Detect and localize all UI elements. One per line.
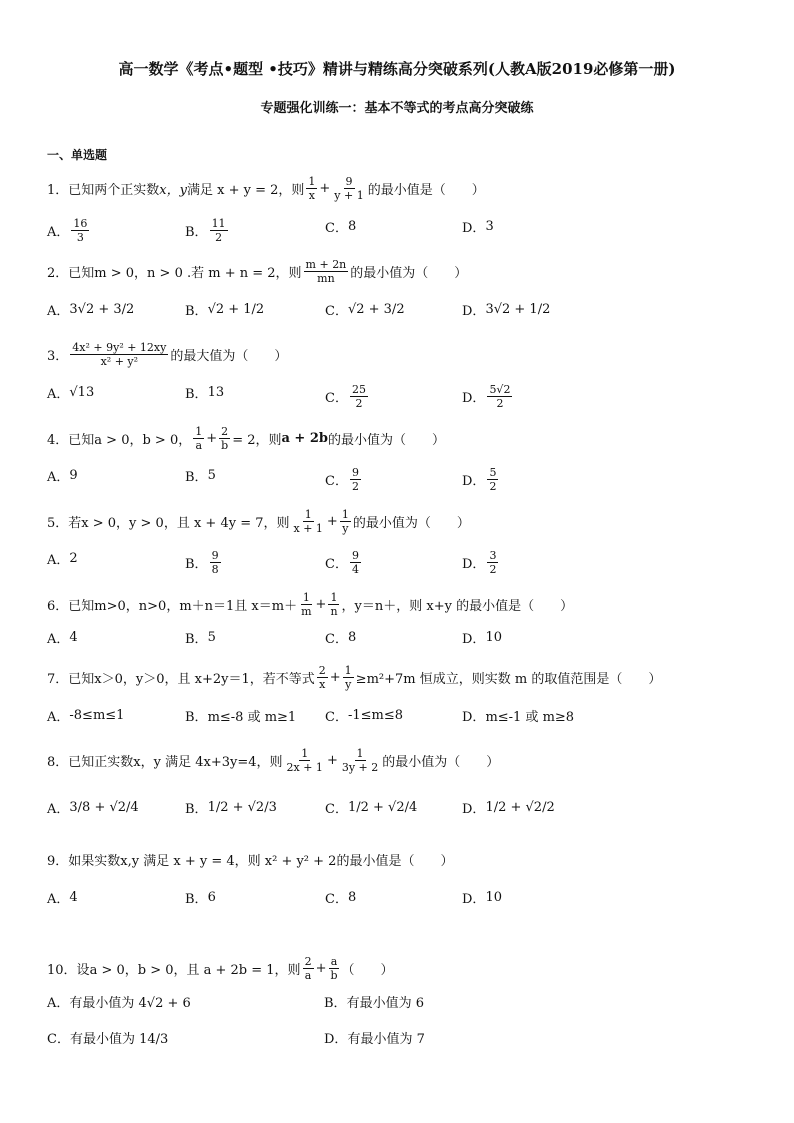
fraction-1-denominator: x² + y² [100, 355, 139, 368]
option-a[interactable] [47, 888, 78, 907]
option-letter: B． [185, 387, 208, 402]
option-letter: B． [185, 557, 208, 572]
option-value: 8 [347, 890, 357, 905]
fraction-2-denominator: y [342, 522, 349, 535]
option-letter: A． [47, 632, 70, 647]
option-value: 6 [207, 890, 216, 905]
option-fraction-denominator: 2 [215, 231, 223, 244]
plus-sign: + [315, 961, 327, 976]
option-value: 3√2 + 3/2 [69, 302, 135, 317]
fraction-1-numerator: 2 [304, 955, 312, 968]
option-value: 5 [207, 630, 216, 645]
option-value: 4 [69, 630, 78, 645]
option-letter: C． [325, 632, 348, 647]
option-d[interactable] [462, 706, 574, 725]
option-letter: D． [462, 632, 486, 647]
option-a[interactable] [47, 706, 124, 725]
option-d[interactable] [462, 466, 500, 493]
option-letter: C． [325, 391, 348, 406]
question-text: 满足 x + y = 2，则 [186, 183, 305, 198]
option-letter: C． [325, 710, 348, 725]
option-fraction [210, 217, 228, 244]
fraction-2-denominator: b [221, 439, 229, 452]
option-value: 1/2 + √2/3 [207, 800, 277, 815]
fraction-2 [343, 664, 354, 691]
option-value: 5 [207, 468, 216, 483]
option-a[interactable] [47, 300, 134, 319]
option-letter: A． [47, 225, 70, 240]
option-letter: A． [47, 802, 70, 817]
question-text: m>0，n>0，m＋n＝1且 x＝m＋ [94, 599, 298, 614]
fraction-1-numerator: 1 [195, 425, 203, 438]
option-fraction [350, 466, 361, 493]
option-letter: C． [325, 892, 348, 907]
option-letter: D． [462, 391, 486, 406]
option-value: 有最小值为 4√2 + 6 [69, 996, 191, 1011]
option-fraction-denominator: 2 [489, 480, 497, 493]
page-subtitle: 专题强化训练一：基本不等式的考点高分突破练 [260, 101, 534, 116]
question-emph: a + 2b [281, 431, 328, 446]
option-letter: A． [47, 892, 70, 907]
option-fraction-numerator: 5 [489, 466, 497, 479]
option-b[interactable] [185, 466, 216, 485]
option-fraction-denominator: 4 [351, 563, 359, 576]
fraction-1-denominator: mn [317, 272, 335, 285]
question-9 [47, 850, 453, 869]
fraction-2-denominator: y [345, 678, 352, 691]
plus-sign: + [206, 431, 218, 446]
option-value: 10 [485, 890, 502, 905]
option-letter: C． [325, 304, 348, 319]
option-fraction-numerator: 25 [351, 383, 366, 396]
option-letter: B． [185, 470, 208, 485]
fraction-1-numerator: 1 [302, 591, 310, 604]
question-text: （ ） [341, 963, 394, 978]
fraction-2-denominator: b [330, 969, 338, 982]
section-heading: 一、单选题 [47, 148, 108, 162]
fraction-2 [219, 425, 230, 452]
question-text: 的最小值是（ ） [367, 183, 485, 198]
option-value: 13 [207, 385, 225, 400]
option-value: -8≤m≤1 [69, 708, 125, 723]
plus-sign: + [326, 753, 338, 768]
option-value: √13 [69, 385, 95, 400]
option-a[interactable] [47, 798, 139, 817]
option-value: 3/8 + √2/4 [69, 800, 139, 815]
question-text: 若 [68, 516, 82, 531]
question-text: 的最小值为（ ） [350, 266, 468, 281]
option-fraction-denominator: 3 [76, 231, 84, 244]
question-text: 已知 [68, 433, 95, 448]
question-text: ，则 x+y 的最小值是（ ） [396, 599, 574, 614]
fraction-1-denominator: x [319, 678, 326, 691]
option-letter: D． [462, 304, 486, 319]
plus-sign: + [319, 181, 331, 196]
option-value: 1/2 + √2/4 [347, 800, 418, 815]
fraction-2-numerator: 1 [344, 664, 352, 677]
option-letter: C． [325, 557, 348, 572]
option-value: -1≤m≤8 [347, 708, 403, 723]
option-d[interactable] [462, 628, 502, 647]
fraction-1 [292, 508, 325, 535]
option-c[interactable] [325, 706, 403, 725]
option-d[interactable] [462, 300, 550, 319]
question-text: 如果实数 [68, 854, 121, 869]
option-b[interactable] [185, 706, 296, 725]
option-letter: B． [185, 304, 208, 319]
option-value: 2 [69, 551, 78, 566]
question-number: 1． [47, 183, 69, 198]
option-letter: D． [462, 802, 486, 817]
option-a[interactable] [47, 549, 78, 568]
option-fraction-denominator: 2 [489, 563, 497, 576]
fraction-2-denominator: n [330, 605, 338, 618]
option-c[interactable] [325, 466, 363, 493]
question-vars: x，y [159, 183, 187, 198]
option-fraction [350, 549, 361, 576]
option-letter: B． [324, 996, 347, 1011]
option-fraction-numerator: 16 [73, 217, 88, 230]
question-number: 4． [47, 433, 69, 448]
fraction-1-numerator: 4x² + 9y² + 12xy [72, 341, 167, 354]
question-text: a > 0，b > 0，且 a + 2b = 1，则 [89, 963, 301, 978]
option-letter: D． [462, 221, 486, 236]
option-a[interactable] [47, 466, 78, 485]
question-number: 6． [47, 599, 69, 614]
fraction-1 [317, 664, 328, 691]
fraction-1 [70, 341, 168, 368]
plus-sign: + [326, 514, 338, 529]
page-title: 高一数学《考点•题型 •技巧》精讲与精练高分突破系列(人教A版2019必修第一册) [118, 60, 676, 78]
option-c[interactable] [325, 798, 417, 817]
option-b[interactable] [185, 383, 224, 402]
question-text: 的最小值为（ ） [352, 516, 470, 531]
question-text: 已知 [68, 266, 95, 281]
fraction-1 [304, 258, 349, 285]
option-c[interactable] [325, 300, 405, 319]
question-number: 5． [47, 516, 69, 531]
option-fraction-denominator: 2 [355, 397, 363, 410]
option-b[interactable] [185, 888, 216, 907]
question-text: 的最小值为（ ） [328, 433, 446, 448]
question-number: 7． [47, 672, 69, 687]
option-value: 9 [69, 468, 78, 483]
option-value: m≤-1 或 m≥8 [485, 710, 575, 725]
option-letter: D． [462, 474, 486, 489]
fraction-1-numerator: m + 2n [305, 258, 347, 271]
question-10 [47, 955, 394, 982]
fraction-1-numerator: 1 [301, 747, 309, 760]
question-text: 已知 [68, 599, 95, 614]
option-letter: B． [185, 225, 208, 240]
option-letter: A． [47, 996, 70, 1011]
option-b[interactable] [185, 300, 264, 319]
option-letter: D． [462, 710, 486, 725]
fraction-1-denominator: m [301, 605, 312, 618]
fraction-2-numerator: 9 [345, 175, 353, 188]
option-letter: C． [325, 474, 348, 489]
option-fraction [350, 383, 368, 410]
question-number: 9． [47, 854, 69, 869]
question-text: a > 0，b > 0， [94, 433, 192, 448]
question-text: 的最小值是（ ） [336, 854, 454, 869]
option-b[interactable] [324, 992, 424, 1011]
fraction-2-numerator: 1 [330, 591, 338, 604]
option-fraction-denominator: 2 [351, 480, 359, 493]
plus-sign: + [329, 670, 341, 685]
option-fraction [487, 549, 498, 576]
option-value: m≤-8 或 m≥1 [207, 710, 297, 725]
option-fraction [487, 383, 512, 410]
option-c[interactable] [325, 217, 356, 236]
question-text: = 2，则 [232, 433, 282, 448]
question-2 [47, 258, 467, 285]
option-value: √2 + 1/2 [207, 302, 265, 317]
option-fraction-denominator: 2 [496, 397, 504, 410]
option-a[interactable] [47, 628, 78, 647]
question-4 [47, 425, 445, 452]
fraction-1-denominator: x [308, 189, 315, 202]
option-value: 4 [69, 890, 78, 905]
question-6 [47, 591, 573, 618]
question-text: 的最小值为（ ） [382, 755, 500, 770]
option-fraction-numerator: 3 [489, 549, 497, 562]
fraction-2-numerator: 1 [356, 747, 364, 760]
fraction-2-denominator: y + 1 [334, 189, 364, 202]
question-text: ，y＝n＋ [341, 599, 397, 614]
option-letter: B． [185, 802, 208, 817]
fraction-2 [332, 175, 365, 202]
option-letter: A． [47, 470, 70, 485]
option-c[interactable] [325, 383, 370, 410]
question-number: 3． [47, 349, 69, 364]
fraction-2-numerator: a [330, 955, 338, 968]
question-text: x,y 满足 x + y = 4，则 x² + y² + 2 [120, 854, 337, 869]
fraction-1 [303, 955, 314, 982]
question-7 [47, 664, 661, 691]
option-fraction [71, 217, 89, 244]
fraction-1-numerator: 2 [318, 664, 326, 677]
option-d[interactable] [324, 1028, 425, 1047]
option-fraction-numerator: 9 [211, 549, 219, 562]
option-value: 有最小值为 7 [347, 1032, 425, 1047]
option-value: 3 [485, 219, 494, 234]
fraction-2 [340, 508, 351, 535]
option-value: √2 + 3/2 [347, 302, 405, 317]
option-fraction-numerator: 9 [351, 466, 359, 479]
question-text: 已知 [68, 672, 95, 687]
option-fraction-numerator: 5√2 [489, 383, 511, 396]
option-value: 8 [347, 219, 357, 234]
option-value: 1/2 + √2/2 [485, 800, 555, 815]
option-letter: B． [185, 632, 208, 647]
option-value: 3√2 + 1/2 [485, 302, 551, 317]
fraction-2 [328, 955, 339, 982]
option-d[interactable] [462, 383, 514, 410]
fraction-1-denominator: a [304, 969, 312, 982]
fraction-1-denominator: x + 1 [293, 522, 323, 535]
option-value: 10 [485, 630, 502, 645]
option-c[interactable] [47, 1028, 168, 1047]
fraction-1 [193, 425, 204, 452]
question-text: 设 [76, 963, 90, 978]
option-b[interactable] [185, 628, 216, 647]
fraction-2-numerator: 2 [221, 425, 229, 438]
fraction-1 [306, 175, 317, 202]
question-5 [47, 508, 470, 535]
option-c[interactable] [325, 888, 356, 907]
question-text: m > 0，n > 0 .若 m + n = 2，则 [94, 266, 302, 281]
fraction-1 [299, 591, 313, 618]
question-number: 2． [47, 266, 69, 281]
question-text: x，y 满足 4x+3y=4，则 [133, 755, 283, 770]
option-d[interactable] [462, 798, 555, 817]
option-letter: C． [325, 802, 348, 817]
option-b[interactable] [185, 549, 223, 576]
question-text: 已知正实数 [68, 755, 134, 770]
option-c[interactable] [325, 628, 356, 647]
option-letter: A． [47, 304, 70, 319]
question-text: 的最大值为（ ） [170, 349, 288, 364]
fraction-1-numerator: 1 [308, 175, 316, 188]
option-a[interactable] [47, 217, 91, 244]
fraction-1-numerator: 1 [304, 508, 312, 521]
question-8 [47, 747, 499, 774]
option-fraction [210, 549, 221, 576]
option-letter: D． [462, 892, 486, 907]
option-letter: A． [47, 553, 70, 568]
question-text: x＞0，y＞0，且 x+2y＝1，若不等式 [94, 672, 315, 687]
fraction-1-denominator: a [195, 439, 203, 452]
option-b[interactable] [185, 217, 230, 244]
option-a[interactable] [47, 992, 191, 1011]
option-fraction-numerator: 11 [211, 217, 226, 230]
option-d[interactable] [462, 549, 500, 576]
plus-sign: + [315, 597, 327, 612]
option-d[interactable] [462, 888, 502, 907]
option-value: 有最小值为 6 [346, 996, 424, 1011]
option-letter: C． [325, 221, 348, 236]
option-b[interactable] [185, 798, 277, 817]
option-letter: A． [47, 387, 70, 402]
option-fraction-numerator: 9 [351, 549, 359, 562]
question-3 [47, 341, 287, 368]
question-text: ≥m²+7m 恒成立，则实数 m 的取值范围是（ ） [355, 672, 662, 687]
fraction-2-numerator: 1 [341, 508, 349, 521]
option-c[interactable] [325, 549, 363, 576]
option-value: 8 [347, 630, 357, 645]
option-letter: B． [185, 710, 208, 725]
option-letter: C． [47, 1032, 70, 1047]
question-number: 8． [47, 755, 69, 770]
fraction-2 [328, 591, 339, 618]
option-d[interactable] [462, 217, 494, 236]
fraction-1 [285, 747, 325, 774]
option-letter: A． [47, 710, 70, 725]
fraction-1-denominator: 2x + 1 [286, 761, 323, 774]
option-a[interactable] [47, 383, 94, 402]
option-fraction [487, 466, 498, 493]
option-fraction-denominator: 8 [211, 563, 219, 576]
option-letter: B． [185, 892, 208, 907]
question-number: 10． [47, 963, 77, 978]
option-letter: D． [324, 1032, 348, 1047]
fraction-2-denominator: 3y + 2 [341, 761, 379, 774]
fraction-2 [340, 747, 380, 774]
question-1 [47, 175, 485, 202]
question-text: x > 0，y > 0，且 x + 4y = 7，则 [81, 516, 290, 531]
question-text: 已知两个正实数 [68, 183, 160, 198]
option-value: 有最小值为 14/3 [69, 1032, 169, 1047]
option-letter: D． [462, 557, 486, 572]
